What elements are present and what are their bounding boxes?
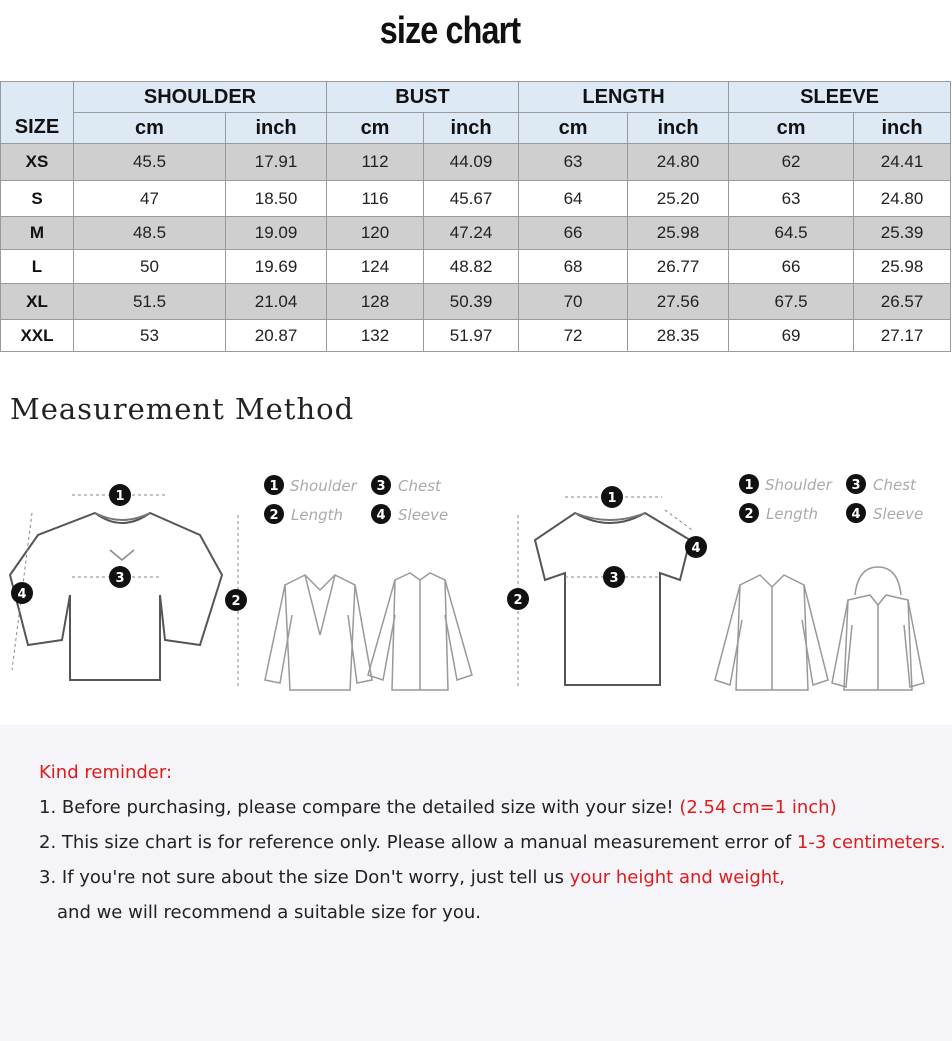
svg-text:1: 1: [607, 491, 617, 506]
value-cell: 27.56: [628, 284, 729, 320]
shirt-icon: [715, 575, 828, 690]
svg-text:1: 1: [744, 478, 754, 493]
svg-text:2: 2: [744, 507, 754, 522]
size-cell: XS: [1, 144, 74, 181]
sweater-illustration: [10, 513, 222, 680]
size-cell: L: [1, 250, 74, 284]
reminder-line-1: 1. Before purchasing, please compare the detailed size with your size! (2.54 cm=1 inch): [39, 797, 837, 818]
sweater-marker-3: [109, 566, 131, 588]
header-bust: BUST: [327, 82, 519, 113]
sweater-marker-2: [225, 589, 247, 611]
table-row: [1, 320, 951, 352]
svg-text:3: 3: [851, 478, 861, 493]
header-blank: [1, 82, 74, 113]
value-cell: 48.5: [74, 217, 226, 250]
value-cell: 51.97: [424, 320, 519, 352]
size-cell: XL: [1, 284, 74, 320]
sweater-marker-1: [109, 484, 131, 506]
value-cell: 28.35: [628, 320, 729, 352]
legend-length: [264, 504, 343, 524]
value-cell: 50: [74, 250, 226, 284]
svg-text:Shoulder: Shoulder: [290, 477, 357, 495]
value-cell: 25.20: [628, 181, 729, 217]
reminder-heading: Kind reminder:: [39, 762, 173, 783]
value-cell: 67.5: [729, 284, 854, 320]
value-cell: 19.69: [226, 250, 327, 284]
value-cell: 21.04: [226, 284, 327, 320]
zip-jacket-icon: [368, 573, 472, 690]
tshirt-marker-3: [603, 566, 625, 588]
value-cell: 62: [729, 144, 854, 181]
value-cell: 120: [327, 217, 424, 250]
value-cell: 24.41: [854, 144, 951, 181]
value-cell: 66: [729, 250, 854, 284]
svg-text:Shoulder: Shoulder: [765, 476, 832, 494]
value-cell: 25.98: [628, 217, 729, 250]
value-cell: 63: [519, 144, 628, 181]
legend-sleeve: [371, 504, 448, 524]
value-cell: 124: [327, 250, 424, 284]
unit-cm: cm: [327, 113, 424, 144]
svg-text:Length: Length: [291, 506, 344, 524]
unit-cm: cm: [729, 113, 854, 144]
value-cell: 26.57: [854, 284, 951, 320]
value-cell: 45.67: [424, 181, 519, 217]
header-size: SIZE: [1, 113, 74, 144]
svg-text:4: 4: [17, 587, 27, 602]
table-row: [1, 181, 951, 217]
svg-text:2: 2: [269, 508, 279, 523]
svg-text:Chest: Chest: [398, 477, 441, 495]
legend-shoulder: [264, 475, 358, 495]
size-chart-table: [0, 81, 951, 352]
value-cell: 53: [74, 320, 226, 352]
svg-text:4: 4: [691, 541, 701, 556]
value-cell: 48.82: [424, 250, 519, 284]
reminder-line-2: 2. This size chart is for reference only. Please allow a manual measurement error of 1-3 centimeters.: [39, 832, 946, 853]
value-cell: 69: [729, 320, 854, 352]
hoodie-icon: [832, 567, 924, 690]
table-row: [1, 250, 951, 284]
svg-text:4: 4: [851, 507, 861, 522]
size-cell: XXL: [1, 320, 74, 352]
table-row: [1, 217, 951, 250]
value-cell: 25.98: [854, 250, 951, 284]
value-cell: 20.87: [226, 320, 327, 352]
value-cell: 70: [519, 284, 628, 320]
value-cell: 51.5: [74, 284, 226, 320]
header-length: LENGTH: [519, 82, 729, 113]
svg-text:3: 3: [376, 479, 386, 494]
legend-right: [739, 474, 923, 523]
unit-cm: cm: [519, 113, 628, 144]
reminder-line-4: and we will recommend a suitable size for you.: [57, 902, 481, 923]
unit-inch: inch: [424, 113, 519, 144]
table-row: [1, 144, 951, 181]
header-shoulder: SHOULDER: [74, 82, 327, 113]
value-cell: 47: [74, 181, 226, 217]
blazer-icon: [265, 575, 372, 690]
tshirt-marker-1: [601, 486, 623, 508]
size-cell: S: [1, 181, 74, 217]
value-cell: 24.80: [628, 144, 729, 181]
sweater-marker-4: [11, 582, 33, 604]
value-cell: 128: [327, 284, 424, 320]
legend-left: [264, 475, 448, 524]
svg-text:Sleeve: Sleeve: [873, 505, 924, 523]
unit-inch: inch: [628, 113, 729, 144]
svg-text:3: 3: [115, 571, 125, 586]
svg-text:4: 4: [376, 508, 386, 523]
value-cell: 132: [327, 320, 424, 352]
value-cell: 26.77: [628, 250, 729, 284]
value-cell: 44.09: [424, 144, 519, 181]
value-cell: 112: [327, 144, 424, 181]
legend-chest: [846, 474, 917, 494]
tshirt-marker-2: [507, 588, 529, 610]
value-cell: 25.39: [854, 217, 951, 250]
tshirt-illustration: [535, 513, 690, 685]
reminder-line-3: 3. If you're not sure about the size Don't worry, just tell us your height and weight,: [39, 867, 785, 888]
value-cell: 64: [519, 181, 628, 217]
value-cell: 68: [519, 250, 628, 284]
value-cell: 64.5: [729, 217, 854, 250]
svg-text:Sleeve: Sleeve: [398, 506, 449, 524]
value-cell: 66: [519, 217, 628, 250]
value-cell: 24.80: [854, 181, 951, 217]
size-cell: M: [1, 217, 74, 250]
page-title: size chart: [379, 10, 521, 52]
value-cell: 116: [327, 181, 424, 217]
value-cell: 50.39: [424, 284, 519, 320]
svg-text:Chest: Chest: [873, 476, 916, 494]
legend-sleeve: [846, 503, 923, 523]
value-cell: 63: [729, 181, 854, 217]
value-cell: 72: [519, 320, 628, 352]
value-cell: 19.09: [226, 217, 327, 250]
value-cell: 27.17: [854, 320, 951, 352]
svg-text:3: 3: [609, 571, 619, 586]
value-cell: 17.91: [226, 144, 327, 181]
svg-text:Length: Length: [766, 505, 819, 523]
legend-chest: [371, 475, 442, 495]
tshirt-marker-4: [685, 536, 707, 558]
svg-text:1: 1: [269, 479, 279, 494]
header-sleeve: SLEEVE: [729, 82, 951, 113]
value-cell: 45.5: [74, 144, 226, 181]
svg-text:2: 2: [513, 593, 523, 608]
unit-inch: inch: [854, 113, 951, 144]
table-row: [1, 284, 951, 320]
svg-text:2: 2: [231, 594, 241, 609]
svg-text:1: 1: [115, 489, 125, 504]
measurement-method-title: Measurement Method: [10, 392, 355, 426]
measurement-diagram: [0, 455, 952, 720]
value-cell: 47.24: [424, 217, 519, 250]
legend-length: [739, 503, 818, 523]
unit-inch: inch: [226, 113, 327, 144]
unit-cm: cm: [74, 113, 226, 144]
legend-shoulder: [739, 474, 833, 494]
value-cell: 18.50: [226, 181, 327, 217]
